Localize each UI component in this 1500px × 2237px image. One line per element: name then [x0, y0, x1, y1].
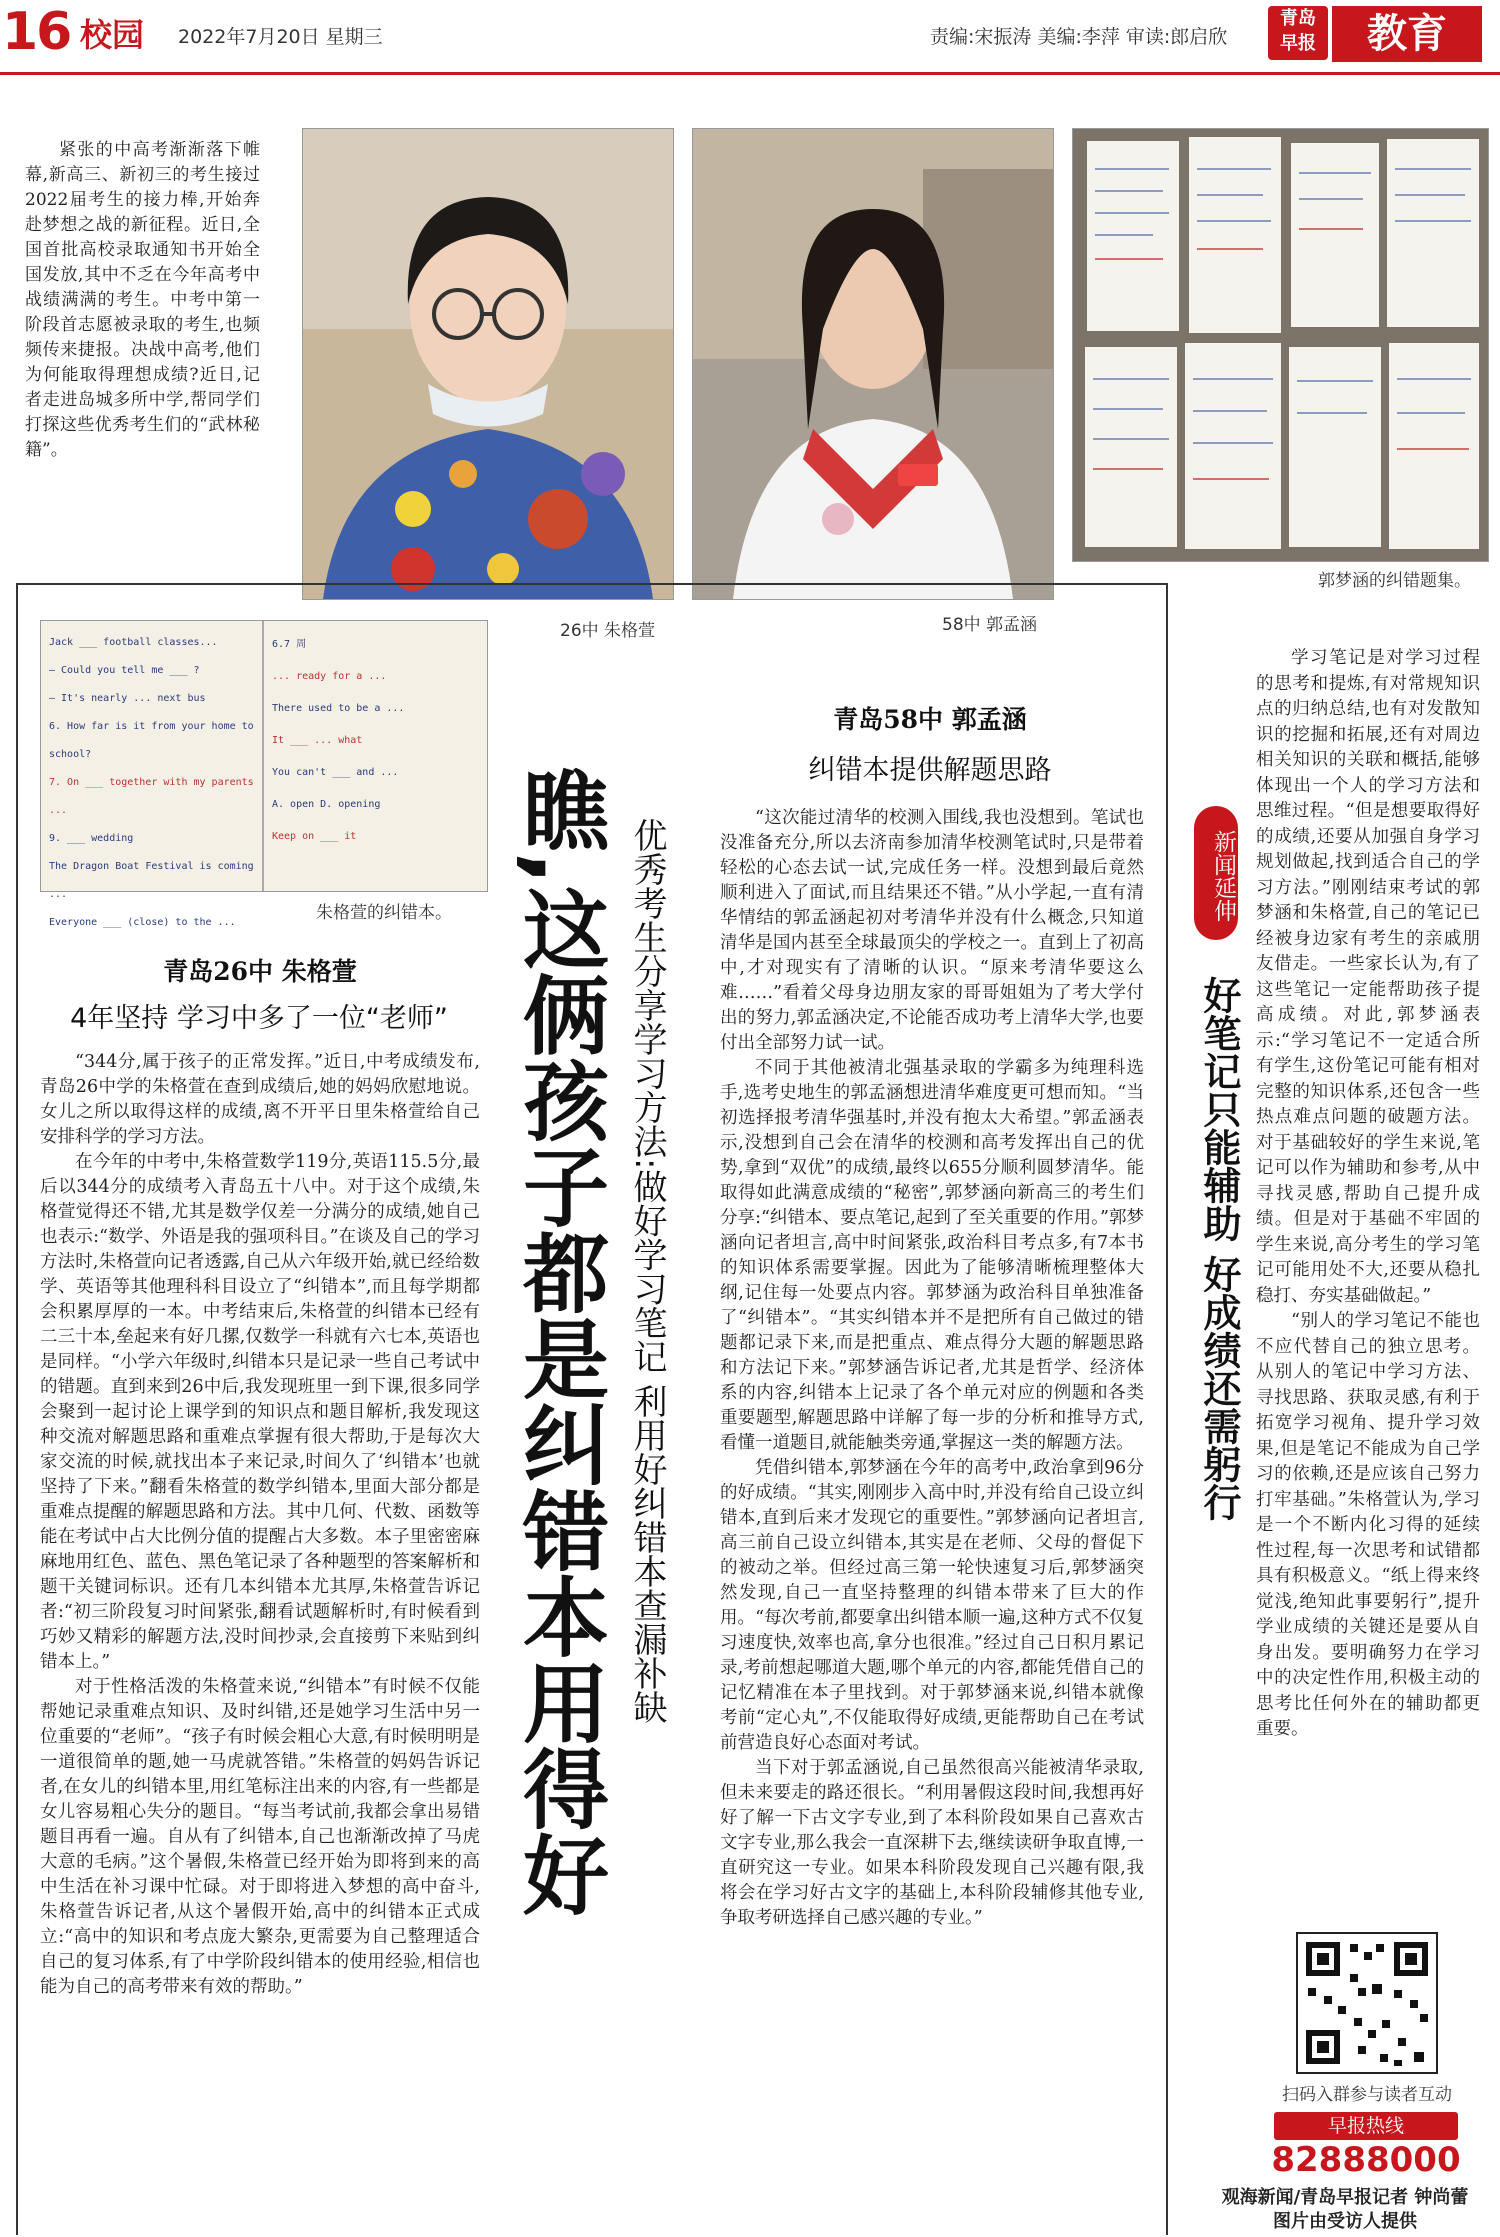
notebook-line: 9. ___ wedding	[49, 833, 134, 844]
notebook-page-left	[41, 621, 264, 928]
notebook-line: Keep on ___ it	[272, 831, 357, 842]
article2-paragraph: “这次能过清华的校测入围线,我也没想到。笔试也没准备充分,所以去济南参加清华校测笔试时,只是带着轻松的心态去试一试,完成任务一样。没想到最后竟然顺利进入了面试,而且结果还不错。”从小学起,一直有清华情结的郭孟涵起初对考清华并没有什么概念,只知道清华是国内甚至全球最顶尖的学校之一。直到上了初高中,才对现实有了清晰的认识。“原来考清华要这么难……”看着父母身边朋友家的哥哥姐姐为了考大学付出的努力,郭孟涵决定,不论能否成功考上清华大学,也要付出全部努力试一试。	[720, 808, 1144, 1053]
article1-subtitle: 4年坚持 学习中多了一位“老师”	[70, 1003, 448, 1034]
notebook-page-right	[264, 621, 487, 891]
editors-line: 责编:宋振涛 美编:李萍 审读:郎启欣	[930, 26, 1228, 48]
notebooks-illustration	[1073, 129, 1488, 561]
article2-paragraph: 凭借纠错本,郭梦涵在今年的高考中,政治拿到96分的好成绩。“其实,刚刚步入高中时,并没有给自己设立纠错本,直到后来才发现它的重要性。”郭梦涵向记者坦言,高三前自己设立纠错本,其实是在老师、父母的督促下的被动之举。但经过高三第一轮快速复习后,郭梦涵突然发现,自己一直坚持整理的纠错本带来了巨大的作用。“每次考前,都要拿出纠错本顺一遍,这种方式不仅复习速度快,效率也高,拿分也很准。”经过自己日积月累记录,考前想起哪道大题,哪个单元的内容,都能凭借自己的记忆精准在本子里找到。对于郭梦涵来说,纠错本就像考前“定心丸”,不仅能取得好成绩,更能帮助自己在考试前营造良好心态面对考试。	[720, 1458, 1144, 1753]
brand-line2: 早报	[1280, 33, 1316, 54]
article2-paragraph: 不同于其他被清北强基录取的学霸多为纯理科选手,选考史地生的郭孟涵想进清华难度更可想而知。“当初选择报考清华强基时,并没有抱太大希望。”郭孟涵表示,没想到自己会在清华的校测和高考发挥出自己的优势,拿到“双优”的成绩,最终以655分顺利圆梦清华。能取得如此满意成绩的“秘密”,郭梦涵向新高三的考生们分享:“纠错本、要点笔记,起到了至关重要的作用。”郭梦涵向记者坦言,高中时间紧张,政治科目考点多,有7本书的知识体系需要掌握。因此为了能够清晰梳理整体大纲,记住每一处要点内容。郭梦涵为政治科目单独准备了“纠错本”。“其实纠错本并不是把所有自己做过的错题都记录下来,而是把重点、难点得分大题的解题思路和方法记下来。”郭梦涵告诉记者,尤其是哲学、经济体系的内容,纠错本上记录了各个单元对应的例题和各类重要题型,解题思路中详解了每一步的分析和推导方式,看懂一道题目,就能触类旁通,掌握这一类的解题方法。	[720, 1058, 1144, 1453]
byline	[1200, 2186, 1490, 2234]
portrait-illustration	[303, 129, 673, 599]
brand-line1: 青岛	[1280, 8, 1316, 29]
intro-text	[25, 138, 260, 463]
newspaper-logo	[1268, 6, 1328, 60]
qr-caption: 扫码入群参与读者互动	[1282, 2085, 1452, 2105]
byline-photo-credit: 图片由受访人提供	[1273, 2211, 1417, 2232]
notebook-line: ... ready for a ...	[272, 671, 387, 682]
intro-paragraph: 紧张的中高考渐渐落下帷幕,新高三、新初三的考生接过2022届考生的接力棒,开始奔赴梦想之战的新征程。近日,全国首批高校录取通知书开始全国发放,其中不乏在今年高考中战绩满满的考生。中考中第一阶段首志愿被录取的考生,也频频传来捷报。决战中高考,他们为何能取得理想成绩?近日,记者走进岛城多所中学,帮同学们打探这些优秀考生们的“武林秘籍”。	[25, 140, 260, 460]
sidebar-paragraph: 学习笔记是对学习过程的思考和提炼,有对常规知识点的归纳总结,也有对发散知识的挖掘和拓展,还有对周边相关知识的关联和概括,能够体现出一个人的学习方法和思维过程。“但是想要取得好的成绩,还要从加强自身学习规划做起,找到适合自己的学习方法。”刚刚结束考试的郭梦涵和朱格萱,自己的笔记已经被身边家有考生的亲戚朋友借走。一些家长认为,有了这些笔记一定能帮助孩子提高成绩。对此,郭梦涵表示:“学习笔记不一定适合所有学生,这份笔记可能有相对完整的知识体系,还包含一些热点难点问题的破题方法。对于基础较好的学生来说,笔记可以作为辅助和参考,从中寻找灵感,帮助自己提升成绩。但是对于基础不牢固的学生来说,高分考生的学习笔记可能用处不大,还要从稳扎稳打、夯实基础做起。”	[1256, 648, 1480, 1306]
caption-photo2: 58中 郭孟涵	[942, 615, 1038, 635]
channel-title: 教育	[1332, 6, 1482, 62]
sidebar-paragraph: “别人的学习笔记不能也不应代替自己的独立思考。从别人的笔记中学习方法、寻找思路、获取灵感,有利于拓宽学习视角、提升学习效果,但是笔记不能成为自己学习的依赖,还是应该自己努力打牢基础。”朱格萱认为,学习是一个不断内化习得的延续性过程,每一次思考和试错都具有积极意义。“纸上得来终觉浅,绝知此事要躬行”,提升学业成绩的关键还是要从自身出发。要明确努力在学习中的决定性作用,积极主动的思考比任何外在的辅助都更重要。	[1256, 1311, 1480, 1739]
photo-guo-error-notebooks	[1072, 128, 1489, 562]
notebook-line: Everyone ___ (close) to the ...	[49, 917, 236, 928]
article2-paragraph: 当下对于郭孟涵说,自己虽然很高兴能被清华录取,但未来要走的路还很长。“利用暑假这段时间,我想再好好了解一下古文字专业,到了本科阶段如果自己喜欢古文字专业,那么我会一直深耕下去,继续读研争取直博,一直研究这一专业。如果本科阶段发现自己兴趣有限,我将会在学习好古文字的基础上,本科阶段辅修其他专业,争取考研选择自己感兴趣的专业。”	[720, 1758, 1144, 1928]
article2-body	[720, 806, 1144, 1931]
article2-school: 青岛58中 郭孟涵	[833, 705, 1027, 734]
article1-paragraph: 在今年的中考中,朱格萱数学119分,英语115.5分,最后以344分的成绩考入青岛五十八中。对于这个成绩,朱格萱觉得还不错,尤其是数学仅差一分满分的成绩,她自己也表示:“数学、外语是我的强项科目。”在谈及自己的学习方法时,朱格萱向记者透露,自己从六年级开始,就已经给数学、英语等其他理科科目设立了“纠错本”,而且每学期都会积累厚厚的一本。中考结束后,朱格萱的纠错本已经有二三十本,垒起来有好几摞,仅数学一科就有六七本,英语也是同样。“小学六年级时,纠错本只是记录一些自己考试中的错题。直到来到26中后,我发现班里一到下课,很多同学会聚到一起讨论上课学到的知识点和题目解析,我发现这种交流对解题思路和重难点掌握有很大帮助,于是每次大家交流的时候,就找出本子来记录,时间久了‘纠错本’也就坚持了下来。”翻看朱格萱的数学纠错本,里面大部分都是重难点提醒的解题思路和方法。其中几何、代数、函数等能在考试中占大比例分值的提醒占大多数。本子里密密麻麻地用红色、蓝色、黑色笔记录了各种题型的答案解析和题干关键词标识。还有几本纠错本尤其厚,朱格萱告诉记者:“初三阶段复习时间紧张,翻看试题解析时,有时候看到巧妙又精彩的解题方法,没时间抄录,会直接剪下来贴到纠错本上。”	[40, 1152, 480, 1672]
qr-code-icon	[1298, 1934, 1436, 2072]
notebook-line: 6. How far is it from your home to school?	[49, 721, 254, 760]
notebook-line: 7. On ___ together with my parents ...	[49, 777, 254, 816]
headline-deck: 优秀考生分享学习方法:做好学习笔记 利用好纠错本查漏补缺	[627, 818, 667, 1725]
notebook-line: — It's nearly ... next bus	[49, 693, 206, 704]
byline-reporter: 观海新闻/青岛早报记者 钟尚蕾	[1221, 2187, 1469, 2208]
article1-body	[40, 1050, 480, 2000]
headline-main: 瞧,这俩孩子都是纠错本用得好	[508, 766, 608, 1917]
article1-school: 青岛26中 朱格萱	[163, 957, 357, 986]
notebook-line: 6.7 周	[272, 639, 307, 650]
sidebar-body	[1256, 646, 1480, 1743]
article1-paragraph: 对于性格活泼的朱格萱来说,“纠错本”有时候不仅能帮她记录重难点知识、及时纠错,还是她学习生活中另一位重要的“老师”。“孩子有时候会粗心大意,有时候明明是一道很简单的题,她一马虎就答错。”朱格萱的妈妈告诉记者,在女儿的纠错本里,用红笔标注出来的内容,有一些都是女儿容易粗心失分的题目。“每当考试前,我都会拿出易错题目再看一遍。自从有了纠错本,自己也渐渐改掉了马虎大意的毛病。”这个暑假,朱格萱已经开始为即将到来的高中生活在补习课中忙碌。对于即将进入梦想的高中奋斗,朱格萱告诉记者,从这个暑假开始,高中的纠错本正式成立:“高中的知识和考点庞大繁杂,更需要为自己整理适合自己的复习体系,有了中学阶段纠错本的使用经验,相信也能为自己的高考带来有效的帮助。”	[40, 1677, 480, 1997]
section-label: 校园	[80, 16, 145, 54]
caption-photo1: 26中 朱格萱	[560, 621, 656, 641]
news-extension-badge: 新闻延伸	[1194, 806, 1238, 940]
notebook-line: A. open D. opening	[272, 799, 381, 810]
portrait-illustration	[693, 129, 1053, 599]
photo-zhu-gexuan	[302, 128, 674, 600]
article1-paragraph: “344分,属于孩子的正常发挥。”近日,中考成绩发布,青岛26中学的朱格萱在查到成绩后,她的妈妈欣慰地说。女儿之所以取得这样的成绩,离不开平日里朱格萱给自己安排科学的学习方法。	[40, 1052, 480, 1147]
hotline-number: 82888000	[1271, 2140, 1461, 2180]
sidebar-title: 好笔记只能辅助 好成绩还需躬行	[1197, 976, 1241, 1522]
notebook-line: — Could you tell me ___ ?	[49, 665, 200, 676]
notebook-line: There used to be a ...	[272, 703, 405, 714]
notebook-line: You can't ___ and ...	[272, 767, 399, 778]
caption-photo3: 郭梦涵的纠错题集。	[1318, 571, 1471, 591]
photo-guo-menghan	[692, 128, 1054, 600]
hotline-label: 早报热线	[1274, 2112, 1458, 2140]
qr-code[interactable]	[1296, 1932, 1438, 2074]
notebook-line: Jack ___ football classes...	[49, 637, 218, 648]
page-number: 16	[2, 2, 71, 62]
article2-subtitle: 纠错本提供解题思路	[808, 755, 1052, 786]
issue-date: 2022年7月20日 星期三	[178, 26, 383, 48]
notebook-line: The Dragon Boat Festival is coming ...	[49, 861, 254, 900]
notebook-line: It ___ ... what	[272, 735, 363, 746]
caption-photo4: 朱格萱的纠错本。	[316, 903, 452, 923]
